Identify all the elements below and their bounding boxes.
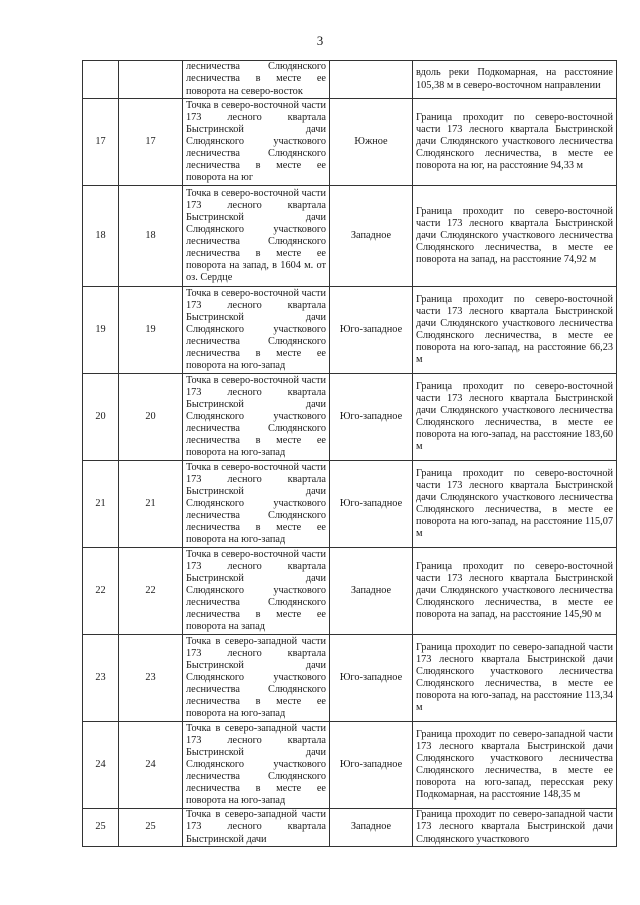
row-number-cell: 22 xyxy=(83,548,119,635)
direction-cell: Западное xyxy=(330,548,413,635)
row-number-cell xyxy=(83,61,119,99)
row-number-cell: 21 xyxy=(83,461,119,548)
table-row xyxy=(83,809,617,847)
page-number: 3 xyxy=(316,33,324,48)
boundary-description-cell: Граница проходит по северо-восточной части 173 лесного квартала Быстринской дачи Слюдянского участкового лесничества Слюдянского лесничества, в месте ее поворота на юго-запад, на расстояние 66,23 м xyxy=(413,287,617,374)
row-number-cell: 24 xyxy=(83,722,119,809)
direction-cell: Юго-западное xyxy=(330,635,413,722)
row-number-cell: 18 xyxy=(83,186,119,287)
point-description-cell: Точка в северо-западной части 173 лесного квартала Быстринской дачи Слюдянского участкового лесничества Слюдянского лесничества в месте ее поворота на юго-запад xyxy=(183,722,330,809)
point-description-cell: Точка в северо-восточной части 173 лесного квартала Быстринской дачи Слюдянского участкового лесничества Слюдянского лесничества в месте ее поворота на запад, в 1604 м. от оз. Сердце xyxy=(183,186,330,287)
direction-cell: Южное xyxy=(330,99,413,186)
point-number-cell: 19 xyxy=(119,287,183,374)
boundary-description-cell: Граница проходит по северо-восточной части 173 лесного квартала Быстринской дачи Слюдянского участкового лесничества Слюдянского лесничества, в месте ее поворота на запад, на расстояние 74,92 м xyxy=(413,186,617,287)
direction-cell: Юго-западное xyxy=(330,722,413,809)
row-number-cell: 17 xyxy=(83,99,119,186)
table-row xyxy=(83,635,617,722)
direction-cell xyxy=(330,61,413,99)
boundary-description-cell: вдоль реки Подкомарная, на расстояние 105,38 м в северо-восточном направлении xyxy=(413,61,617,99)
point-number-cell: 24 xyxy=(119,722,183,809)
point-description-cell: Точка в северо-восточной части 173 лесного квартала Быстринской дачи Слюдянского участкового лесничества Слюдянского лесничества в месте ее поворота на юго-запад xyxy=(183,287,330,374)
table-row xyxy=(83,722,617,809)
point-description-cell: Точка в северо-восточной части 173 лесного квартала Быстринской дачи Слюдянского участкового лесничества Слюдянского лесничества в месте ее поворота на юго-запад xyxy=(183,374,330,461)
boundary-points-table xyxy=(82,60,617,847)
direction-cell: Юго-западное xyxy=(330,287,413,374)
point-description-cell: Точка в северо-западной части 173 лесного квартала Быстринской дачи xyxy=(183,809,330,847)
point-number-cell: 25 xyxy=(119,809,183,847)
table-row xyxy=(83,99,617,186)
point-description-cell: Точка в северо-восточной части 173 лесного квартала Быстринской дачи Слюдянского участкового лесничества Слюдянского лесничества в месте ее поворота на запад xyxy=(183,548,330,635)
boundary-description-cell: Граница проходит по северо-западной части 173 лесного квартала Быстринской дачи Слюдянского участкового лесничества Слюдянского лесничества, в месте ее поворота на юго-запад, пересская реку Подкомарная, на расстояние 148,35 м xyxy=(413,722,617,809)
table-row xyxy=(83,186,617,287)
row-number-cell: 19 xyxy=(83,287,119,374)
point-number-cell: 20 xyxy=(119,374,183,461)
row-number-cell: 25 xyxy=(83,809,119,847)
boundary-description-cell: Граница проходит по северо-восточной части 173 лесного квартала Быстринской дачи Слюдянского участкового лесничества Слюдянского лесничества, в месте ее поворота на запад, на расстояние 145,90 м xyxy=(413,548,617,635)
table-row xyxy=(83,374,617,461)
row-number-cell: 23 xyxy=(83,635,119,722)
table-row xyxy=(83,287,617,374)
boundary-description-cell: Граница проходит по северо-восточной части 173 лесного квартала Быстринской дачи Слюдянского участкового лесничества Слюдянского лесничества, в месте ее поворота на юг, на расстояние 94,33 м xyxy=(413,99,617,186)
direction-cell: Юго-западное xyxy=(330,374,413,461)
point-description-cell: Точка в северо-восточной части 173 лесного квартала Быстринской дачи Слюдянского участкового лесничества Слюдянского лесничества в месте ее поворота на юго-запад xyxy=(183,461,330,548)
point-number-cell: 23 xyxy=(119,635,183,722)
point-description-cell: Точка в северо-западной части 173 лесного квартала Быстринской дачи Слюдянского участкового лесничества Слюдянского лесничества в месте ее поворота на юго-запад xyxy=(183,635,330,722)
point-number-cell: 21 xyxy=(119,461,183,548)
point-number-cell xyxy=(119,61,183,99)
direction-cell: Западное xyxy=(330,809,413,847)
row-number-cell: 20 xyxy=(83,374,119,461)
boundary-description-cell: Граница проходит по северо-восточной части 173 лесного квартала Быстринской дачи Слюдянского участкового лесничества Слюдянского лесничества, в месте ее поворота на юго-запад, на расстояние 115,07 м xyxy=(413,461,617,548)
point-number-cell: 17 xyxy=(119,99,183,186)
direction-cell: Западное xyxy=(330,186,413,287)
table-row xyxy=(83,61,617,99)
point-description-cell: лесничества Слюдянского лесничества в месте ее поворота на северо-восток xyxy=(183,61,330,99)
point-description-cell: Точка в северо-восточной части 173 лесного квартала Быстринской дачи Слюдянского участкового лесничества Слюдянского лесничества в месте ее поворота на юг xyxy=(183,99,330,186)
direction-cell: Юго-западное xyxy=(330,461,413,548)
boundary-description-cell: Граница проходит по северо-восточной части 173 лесного квартала Быстринской дачи Слюдянского участкового лесничества Слюдянского лесничества, в месте ее поворота на юго-запад, на расстояние 183,60 м xyxy=(413,374,617,461)
point-number-cell: 18 xyxy=(119,186,183,287)
boundary-description-cell: Граница проходит по северо-западной части 173 лесного квартала Быстринской дачи Слюдянского участкового лесничества Слюдянского лесничества, в месте ее поворота на юго-запад, на расстояние 113,34 м xyxy=(413,635,617,722)
point-number-cell: 22 xyxy=(119,548,183,635)
table-row xyxy=(83,461,617,548)
table-row xyxy=(83,548,617,635)
boundary-description-cell: Граница проходит по северо-западной части 173 лесного квартала Быстринской дачи Слюдянского участкового xyxy=(413,809,617,847)
